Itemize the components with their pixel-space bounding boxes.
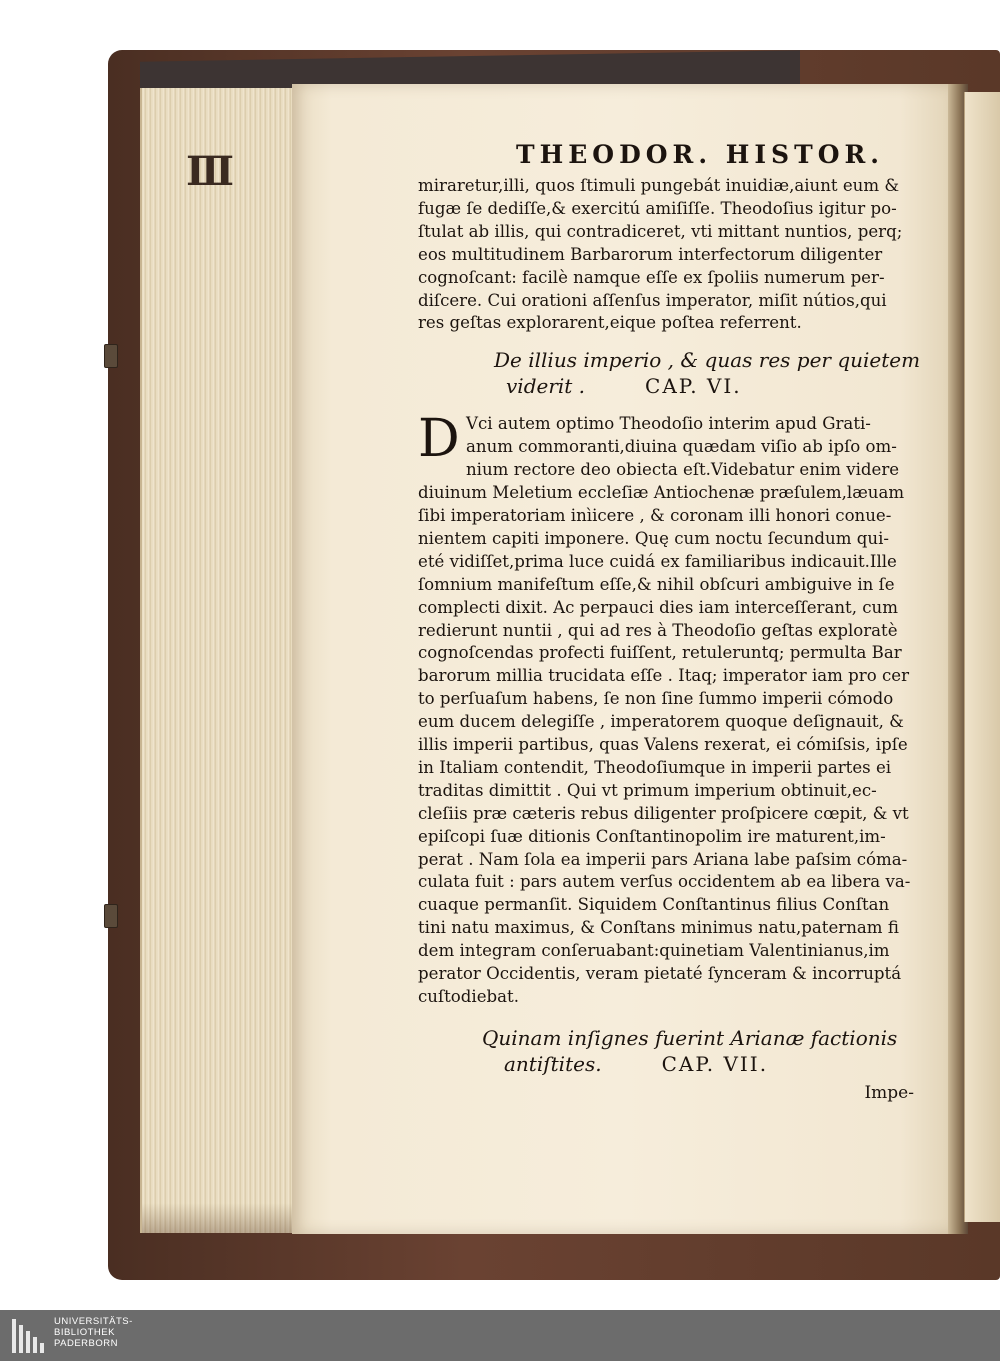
text-line: res geſtas explorarent,eique poſtea referrent. — [418, 313, 802, 333]
text-line: culata fuit : pars autem verſus occidentem ab ea libera va- — [418, 872, 911, 892]
text-line: cuaque permanſit. Siquidem Conſtantinus filius Conſtan — [418, 895, 890, 915]
text-line: cognoſcendas profecti fuiſſent, retuleruntq; permulta Bar — [418, 643, 902, 663]
library-name-line: BIBLIOTHEK — [54, 1327, 115, 1338]
text-line: eté vidiſſet,prima luce cuidá ex familiaribus indicauit.Ille — [418, 551, 897, 571]
left-page-stack — [140, 88, 312, 1233]
margin-mark: III — [186, 148, 231, 195]
clasp-lower — [104, 904, 118, 928]
text-line: diuinum Meletium eccleſiæ Antiochenæ præſulem,læuam — [418, 483, 905, 503]
text-line: ſibi imperatoriam inìicere , & coronam illi honori conue- — [418, 505, 892, 525]
text-line: fugæ ſe dediſſe,& exercitú amiſiſſe. Theodoſius igitur po- — [418, 198, 897, 218]
text-line: cognoſcant: facilè namque eſſe ex ſpoliis numerum per- — [418, 267, 885, 287]
text-line: barorum millia trucidata eſſe . Itaq; imperator iam pro cer — [418, 666, 910, 686]
text-line: Vci autem optimo Theodoſio interim apud Grati- — [466, 414, 871, 434]
text-line: dem integram conſeruabant:quinetiam Valentinianus,im — [418, 941, 890, 961]
chapter-title-end: antiſtites. — [504, 1051, 602, 1076]
text-line: illis imperii partibus, quas Valens rexerat, ei cómiſsis, ipſe — [418, 735, 908, 755]
text-line: diſcere. Cui orationi aſſenſus imperator, miſit nútios,qui — [418, 290, 887, 310]
text-line: complecti dixit. Ac perpauci dies iam interceſſerant, cum — [418, 597, 898, 617]
text-line: to perſuaſum habens, ſe non ſine ſummo imperii cómodo — [418, 689, 894, 709]
chapter-title-line: De illius imperio , & quas res per quietem — [494, 348, 921, 373]
text-line: perat . Nam ſola ea imperii pars Ariana labe paſsim cóma- — [418, 849, 908, 869]
footer-bar — [0, 1310, 1000, 1361]
text-line: in Italiam contendit, Theodoſiumque in imperii partes ei — [418, 757, 892, 777]
text-line: ſtulat ab illis, qui contradiceret, vti mittant nuntios, perq; — [418, 221, 903, 241]
chapter-number: CAP. VII. — [661, 1051, 769, 1076]
chapter-heading-7 — [418, 1025, 918, 1077]
library-logo-icon — [12, 1319, 46, 1353]
text-line: redierunt nuntii , qui ad res à Theodoſio geſtas exploratè — [418, 620, 898, 640]
library-name-line: PADERBORN — [54, 1338, 118, 1349]
chapter-title-end: viderit . — [506, 374, 586, 399]
catchword: Impe- — [864, 1082, 914, 1103]
text-line: ſomnium manifeſtum eſſe,& nihil obſcuri ambiguive in ſe — [418, 574, 895, 594]
text-line: traditas dimittit . Qui vt primum imperium obtinuit,ec- — [418, 780, 877, 800]
chapter-number: CAP. VI. — [645, 374, 742, 399]
library-name — [54, 1316, 133, 1349]
text-line: anum commoranti,diuina quædam viſio ab ipſo om- — [466, 437, 897, 457]
page-text — [418, 140, 921, 1103]
paragraph-2 — [418, 409, 918, 1009]
text-line: miraretur,illi, quos ſtimuli pungebát inuidiæ,aiunt eum & — [418, 176, 900, 195]
text-line: nium rectore deo obiecta eſt.Videbatur enim videre — [466, 460, 900, 480]
paragraph-1 — [418, 175, 918, 335]
drop-cap: D — [418, 409, 460, 470]
chapter-title-line: Quinam inſignes fuerint Arianæ factionis — [482, 1025, 898, 1050]
text-line: tini natu maximus, & Conſtans minimus natu,paternam fi — [418, 918, 899, 938]
library-name-line: UNIVERSITÄTS- — [54, 1316, 133, 1327]
text-line: epiſcopi ſuæ ditionis Conſtantinopolim ire maturent,im- — [418, 826, 886, 846]
clasp-upper — [104, 344, 118, 368]
next-page-edge — [964, 92, 1000, 1222]
chapter-title-line — [506, 373, 918, 399]
text-line: eos multitudinem Barbarorum interfectorum diligenter — [418, 244, 883, 264]
text-line: perator Occidentis, veram pietaté ſynceram & incorruptá — [418, 964, 902, 984]
text-line: eum ducem delegiſſe , imperatorem quoque deſignauit, & — [418, 712, 904, 732]
chapter-heading-6 — [418, 347, 921, 399]
running-head: THEODOR. HISTOR. — [516, 140, 884, 169]
text-line: cuſtodiebat. — [418, 987, 519, 1006]
text-line: nientem capiti imponere. Quę cum noctu ſecundum qui- — [418, 528, 889, 548]
text-line: cleſiis præ cæteris rebus diligenter proſpicere cœpit, & vt — [418, 803, 909, 823]
chapter-title-line — [504, 1051, 918, 1077]
